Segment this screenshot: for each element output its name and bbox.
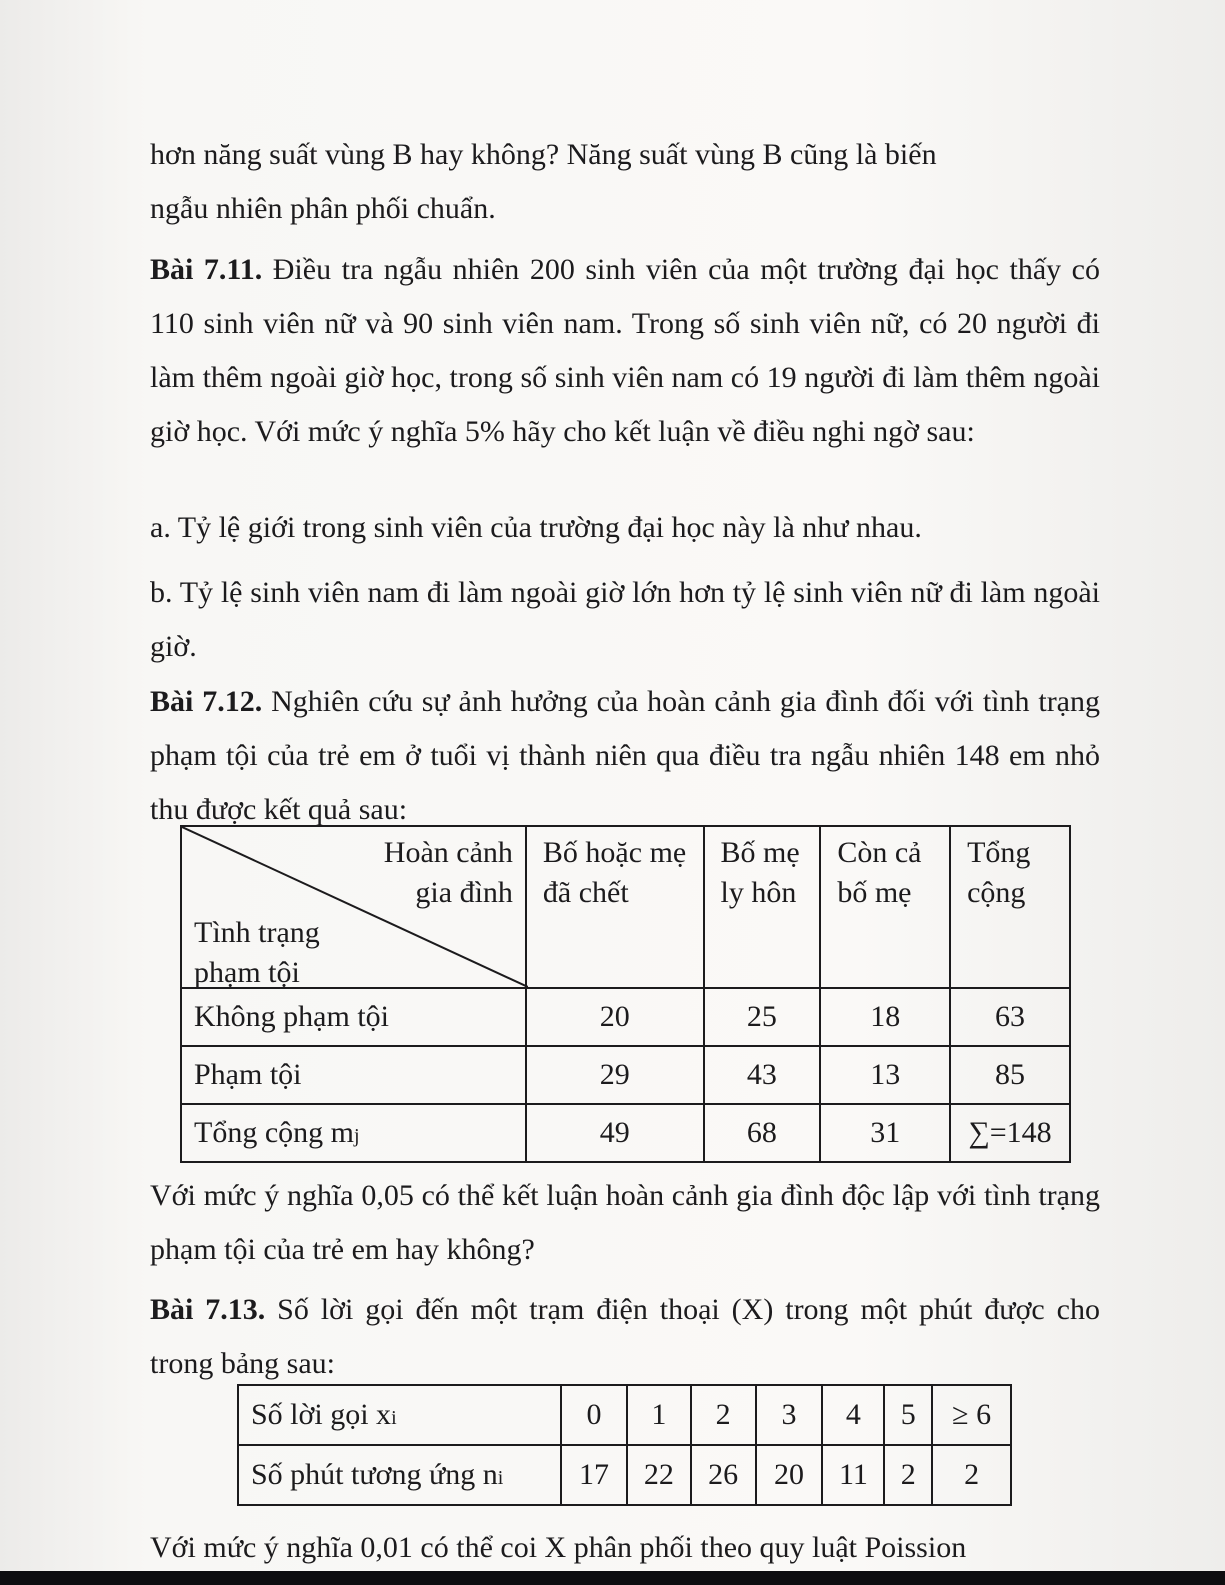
row-label-subscript: i bbox=[497, 1467, 504, 1489]
corner-column-label bbox=[384, 833, 513, 913]
corner-row-label bbox=[194, 913, 320, 993]
intro-paragraph bbox=[150, 128, 1100, 236]
exercise-7-12-title: Bài 7.12. bbox=[150, 685, 263, 718]
bottom-edge bbox=[0, 1571, 1225, 1585]
table-cell: 85 bbox=[950, 1046, 1070, 1104]
table-cell: 2 bbox=[932, 1445, 1011, 1505]
header-line2: cộng bbox=[967, 876, 1026, 909]
row-label bbox=[238, 1445, 561, 1505]
exercise-7-12-text: Nghiên cứu sự ảnh hưởng của hoàn cảnh gia đình đối với tình trạng phạm tội của trẻ em ở tuổi vị thành niên qua điều tra ngẫu nhiên 148 em nhỏ thu được kết quả sau: bbox=[150, 685, 1100, 826]
table-cell: ∑=148 bbox=[950, 1104, 1070, 1162]
header-cell bbox=[526, 826, 704, 988]
table-corner-cell bbox=[181, 826, 526, 988]
row-label: Phạm tội bbox=[181, 1046, 526, 1104]
table-cell: 31 bbox=[820, 1104, 950, 1162]
crime-family-table bbox=[180, 825, 1071, 1163]
corner-top-line2: gia đình bbox=[415, 876, 513, 909]
table-row bbox=[181, 1104, 1070, 1162]
header-cell bbox=[950, 826, 1070, 988]
row-label-text: Tổng cộng m bbox=[194, 1116, 354, 1149]
table-cell: 20 bbox=[526, 988, 704, 1046]
exercise-7-12-question: Với mức ý nghĩa 0,05 có thể kết luận hoàn cảnh gia đình độc lập với tình trạng phạm tội của trẻ em hay không? bbox=[150, 1179, 1100, 1266]
header-line1: Bố hoặc mẹ bbox=[542, 836, 687, 869]
table-cell: 63 bbox=[950, 988, 1070, 1046]
header-line2: đã chết bbox=[542, 876, 629, 909]
phone-calls-table bbox=[237, 1384, 1012, 1506]
table-cell: 5 bbox=[884, 1385, 932, 1445]
header-line1: Còn cả bbox=[837, 836, 922, 869]
table-cell: 17 bbox=[561, 1445, 627, 1505]
table-cell: 0 bbox=[561, 1385, 627, 1445]
intro-line-2: ngẫu nhiên phân phối chuẩn. bbox=[150, 192, 496, 225]
exercise-7-13-title: Bài 7.13. bbox=[150, 1293, 266, 1326]
row-label-subscript: i bbox=[391, 1407, 397, 1429]
table-cell: 25 bbox=[704, 988, 821, 1046]
exercise-7-13-text: Số lời gọi đến một trạm điện thoại (X) trong một phút được cho trong bảng sau: bbox=[150, 1293, 1100, 1380]
exercise-7-11-item-b: b. Tỷ lệ sinh viên nam đi làm ngoài giờ lớn hơn tỷ lệ sinh viên nữ đi làm ngoài giờ. bbox=[150, 576, 1100, 663]
table-cell: 2 bbox=[884, 1445, 932, 1505]
row-label bbox=[238, 1385, 561, 1445]
exercise-7-13-question: Với mức ý nghĩa 0,01 có thể coi X phân phối theo quy luật Poission bbox=[150, 1531, 967, 1564]
table-cell: 18 bbox=[820, 988, 950, 1046]
header-line1: Tổng bbox=[967, 836, 1031, 869]
row-label bbox=[181, 1104, 526, 1162]
row-label: Không phạm tội bbox=[181, 988, 526, 1046]
table-cell: 13 bbox=[820, 1046, 950, 1104]
corner-bottom-line1: Tình trạng bbox=[194, 916, 320, 949]
header-line2: ly hôn bbox=[720, 876, 797, 909]
table-row bbox=[238, 1385, 1011, 1445]
corner-bottom-line2: phạm tội bbox=[194, 956, 300, 989]
table-cell: 11 bbox=[822, 1445, 884, 1505]
exercise-7-13 bbox=[150, 1283, 1100, 1391]
exercise-7-11-item-a: a. Tỷ lệ giới trong sinh viên của trường đại học này là như nhau. bbox=[150, 511, 922, 544]
header-cell bbox=[820, 826, 950, 988]
exercise-7-11-text: Điều tra ngẫu nhiên 200 sinh viên của một trường đại học thấy có 110 sinh viên nữ và 90 sinh viên nam. Trong số sinh viên nữ, có 20 người đi làm thêm ngoài giờ học, trong số sinh viên nam có 19 người đi làm thêm ngoài giờ học. Với mức ý nghĩa 5% hãy cho kết luận về điều nghi ngờ sau: bbox=[150, 253, 1100, 448]
table-row bbox=[181, 1046, 1070, 1104]
header-line2: bố mẹ bbox=[837, 876, 912, 909]
table-cell: 22 bbox=[627, 1445, 691, 1505]
exercise-7-11-title: Bài 7.11. bbox=[150, 253, 263, 286]
table-cell: 49 bbox=[526, 1104, 704, 1162]
table-row bbox=[238, 1445, 1011, 1505]
table-cell: 29 bbox=[526, 1046, 704, 1104]
table-cell: ≥ 6 bbox=[932, 1385, 1011, 1445]
table-cell: 3 bbox=[756, 1385, 823, 1445]
header-line1: Bố mẹ bbox=[720, 836, 800, 869]
row-label-text: Số lời gọi x bbox=[251, 1398, 392, 1431]
row-label-subscript: j bbox=[353, 1125, 360, 1147]
header-cell bbox=[704, 826, 821, 988]
table-cell: 2 bbox=[691, 1385, 756, 1445]
table-cell: 4 bbox=[822, 1385, 884, 1445]
exercise-7-11 bbox=[150, 243, 1100, 459]
row-label-text: Số phút tương ứng n bbox=[251, 1458, 498, 1491]
corner-top-line1: Hoàn cảnh bbox=[383, 836, 513, 869]
table-cell: 20 bbox=[756, 1445, 823, 1505]
table-cell: 1 bbox=[627, 1385, 691, 1445]
table-row bbox=[181, 988, 1070, 1046]
exercise-7-12 bbox=[150, 675, 1100, 837]
table-cell: 26 bbox=[691, 1445, 756, 1505]
table-cell: 68 bbox=[704, 1104, 821, 1162]
intro-line-1: hơn năng suất vùng B hay không? Năng suất vùng B cũng là biến bbox=[150, 138, 937, 171]
table-cell: 43 bbox=[704, 1046, 821, 1104]
